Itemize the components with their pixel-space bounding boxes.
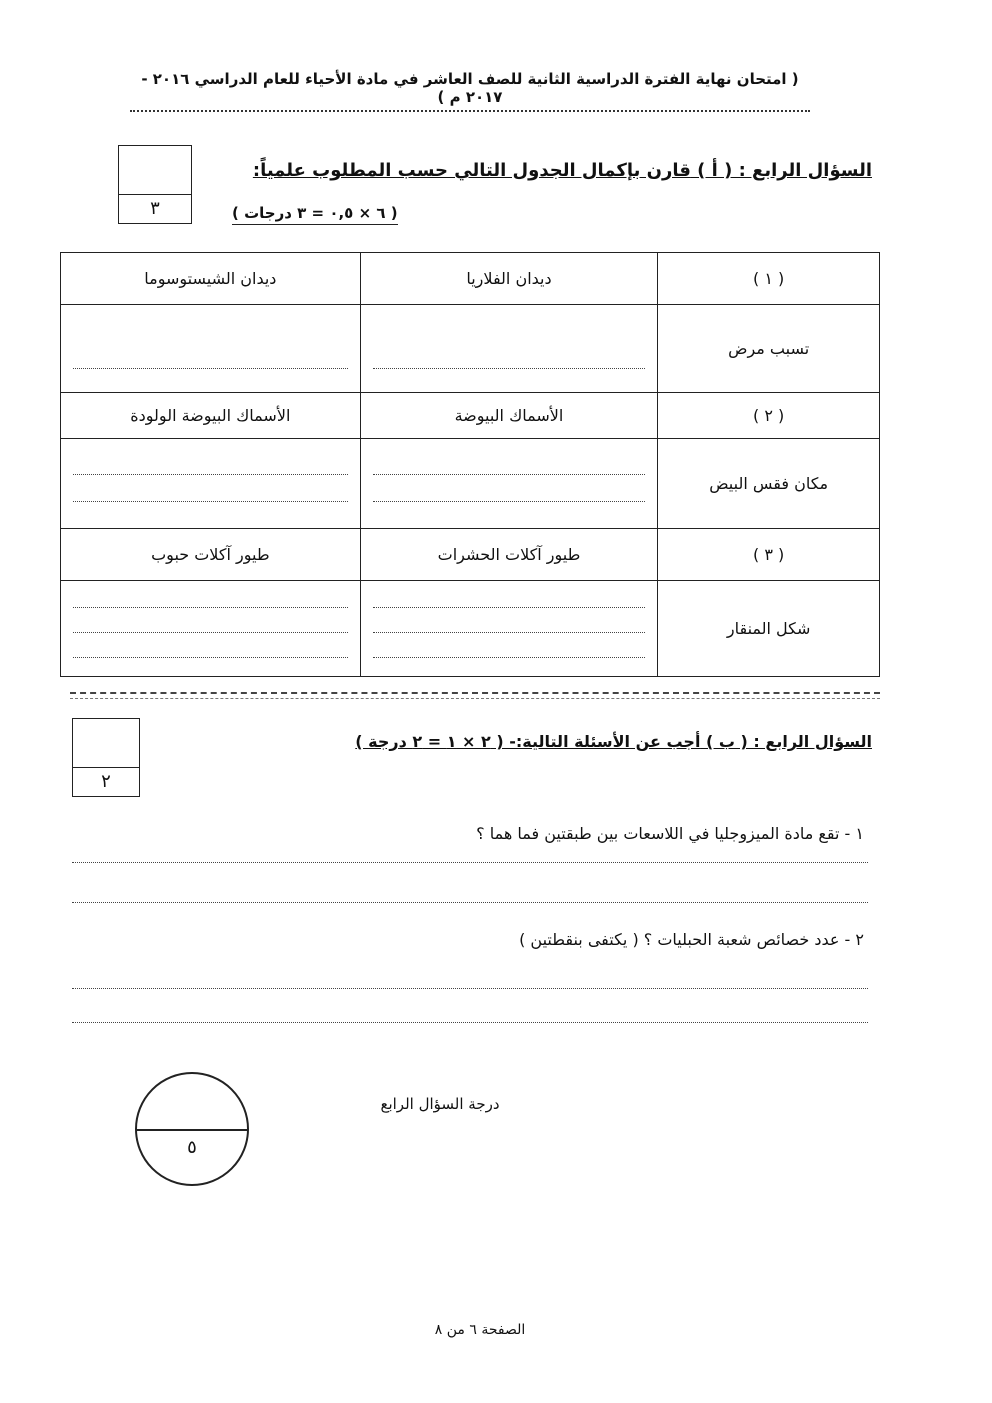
part-b-score-blank: [73, 719, 139, 768]
row1-number: ( ١ ): [658, 253, 880, 305]
row1-item-b: ديدان الشيستوسوما: [61, 253, 361, 305]
answer-line-2a[interactable]: [72, 988, 868, 989]
row3-item-a: طيور آكلات الحشرات: [360, 529, 658, 581]
row3-answer-b[interactable]: [61, 581, 361, 677]
part-a-title-main: قارن بإكمال الجدول التالي حسب المطلوب علمياً:: [252, 160, 691, 181]
part-a-score-box: [118, 145, 192, 224]
part-b-title: [312, 732, 872, 751]
section-separator-secondary: [70, 698, 880, 699]
total-score-circle: [135, 1072, 249, 1186]
table-row-header-2: [61, 393, 880, 439]
part-a-marks: ( ٦ × ٠,٥ = ٣ درجات ): [232, 204, 398, 225]
row3-number: ( ٣ ): [658, 529, 880, 581]
row2-answer-b[interactable]: [61, 439, 361, 529]
answer-line-1b[interactable]: [72, 902, 868, 903]
section-separator: [70, 692, 880, 694]
part-b-title-prefix: السؤال الرابع : ( ب ): [700, 732, 872, 751]
answer-line-1a[interactable]: [72, 862, 868, 863]
total-score-label: درجة السؤال الرابع: [380, 1095, 500, 1113]
table-row-answer-2: [61, 439, 880, 529]
part-a-title-prefix: السؤال الرابع : ( أ ): [690, 160, 872, 181]
table-row-header-3: [61, 529, 880, 581]
part-b-score-box: [72, 718, 140, 797]
row1-answer-a[interactable]: [360, 305, 658, 393]
page-footer: الصفحة ٦ من ٨: [434, 1322, 526, 1338]
row2-item-a: الأسماك البيوضة: [360, 393, 658, 439]
answer-line-2b[interactable]: [72, 1022, 868, 1023]
part-a-title: [252, 160, 872, 181]
total-score-value: ٥: [187, 1137, 197, 1158]
row2-answer-a[interactable]: [360, 439, 658, 529]
part-b-title-main: أجب عن الأسئلة التالية:- ( ٢ × ١ = ٢ درجة ): [355, 732, 701, 751]
part-a-score-blank: [119, 146, 191, 195]
exam-header: ( امتحان نهاية الفترة الدراسية الثانية للصف العاشر في مادة الأحياء للعام الدراسي ٢٠١٦ - ٢٠١٧ م ): [130, 70, 810, 112]
part-b-question-2: ٢ - عدد خصائص شعبة الحبليات ؟ ( يكتفى بنقطتين ): [519, 930, 864, 949]
table-row-header-1: [61, 253, 880, 305]
row1-criterion: تسبب مرض: [658, 305, 880, 393]
table-row-answer-1: [61, 305, 880, 393]
row2-criterion: مكان فقس البيض: [658, 439, 880, 529]
row2-number: ( ٢ ): [658, 393, 880, 439]
part-b-question-1: ١ - تقع مادة الميزوجليا في اللاسعات بين طبقتين فما هما ؟: [476, 824, 864, 843]
table-row-answer-3: [61, 581, 880, 677]
row1-item-a: ديدان الفلاريا: [360, 253, 658, 305]
row1-answer-b[interactable]: [61, 305, 361, 393]
row3-criterion: شكل المنقار: [658, 581, 880, 677]
row3-answer-a[interactable]: [360, 581, 658, 677]
comparison-table: [60, 252, 880, 677]
row3-item-b: طيور آكلات حبوب: [61, 529, 361, 581]
part-b-score-value: ٢: [101, 771, 111, 792]
total-score-divider: [137, 1129, 247, 1131]
part-a-score-value: ٣: [150, 198, 160, 219]
row2-item-b: الأسماك البيوضة الولودة: [61, 393, 361, 439]
